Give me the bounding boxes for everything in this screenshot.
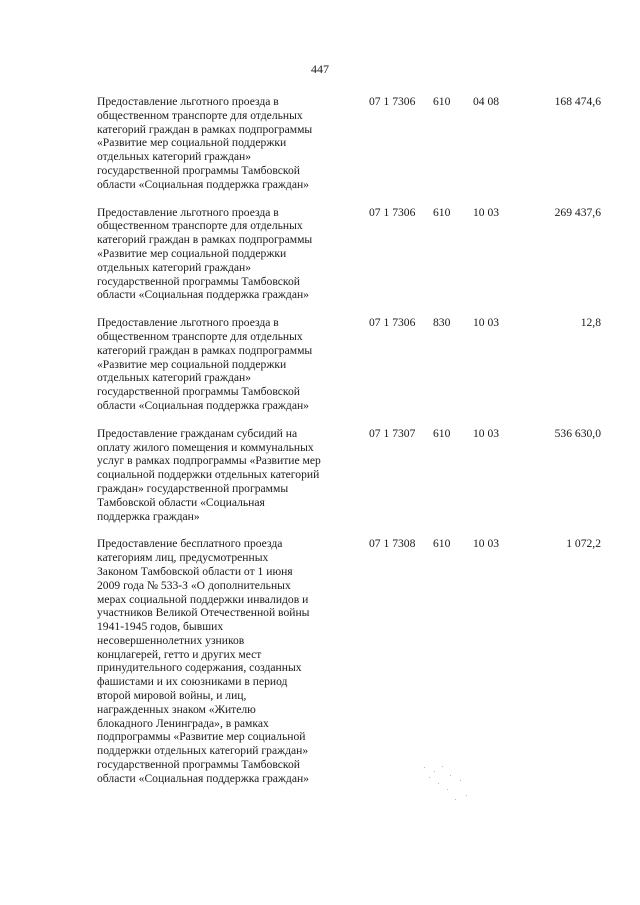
row-section: 04 08 <box>473 95 500 108</box>
row-target-code: 07 1 7306 <box>369 316 416 330</box>
row-description: Предоставление льготного проезда в общественном транспорте для отдельных категорий граждан в рамках подпрограммы «Развитие мер социальной поддержки отдельных категорий граждан» государственной программы Тамбовской области «Социальная поддержка граждан» <box>97 95 313 191</box>
row-amount: 269 437,6 <box>554 205 601 219</box>
row-amount: 168 474,6 <box>554 95 601 108</box>
row-target-code: 07 1 7307 <box>369 426 416 440</box>
row-expense-type: 610 <box>433 537 451 551</box>
page-number: 447 <box>311 62 329 76</box>
row-expense-type: 610 <box>433 426 451 440</box>
row-amount: 12,8 <box>580 316 601 330</box>
table-row <box>0 316 640 413</box>
row-target-code: 07 1 7308 <box>369 537 416 551</box>
budget-table <box>0 95 640 788</box>
table-row <box>0 427 640 524</box>
table-row <box>0 95 640 192</box>
row-expense-type: 610 <box>433 95 451 108</box>
row-description: Предоставление гражданам субсидий на оплату жилого помещения и коммунальных услуг в рамках подпрограммы «Развитие мер социальной поддержки отдельных категорий граждан» государственной программы Тамбовской области «Социальная поддержка граждан» <box>97 426 321 523</box>
table-row <box>0 206 640 303</box>
row-section: 10 03 <box>473 426 500 440</box>
row-section: 10 03 <box>473 316 500 330</box>
row-target-code: 07 1 7306 <box>369 95 416 108</box>
row-expense-type: 610 <box>433 205 451 219</box>
row-description: Предоставление льготного проезда в общественном транспорте для отдельных категорий граждан в рамках подпрограммы «Развитие мер социальной поддержки отдельных категорий граждан» государственной программы Тамбовской области «Социальная поддержка граждан» <box>97 316 313 412</box>
row-amount: 536 630,0 <box>554 426 601 440</box>
row-target-code: 07 1 7306 <box>369 205 416 219</box>
table-row <box>0 537 640 785</box>
row-description: Предоставление бесплатного проезда категориям лиц, предусмотренных Законом Тамбовской области от 1 июня 2009 года № 533-З «О дополнительных мерах социальной поддержки инвалидов и участников Великой Отечественной войны 1941-1945 годов, бывших несовершеннолетних узников концлагерей, гетто и других мест принудительного содержания, созданных фашистами и их союзниками в период второй мировой войны, и лиц, награжденных знаком «Жителю блокадного Ленинграда», в рамках подпрограммы «Развитие мер социальной поддержки отдельных категорий граждан» государственной программы Тамбовской области «Социальная поддержка граждан» <box>97 537 310 785</box>
row-section: 10 03 <box>473 205 500 219</box>
row-amount: 1 072,2 <box>566 537 601 551</box>
scan-noise <box>420 765 480 805</box>
row-section: 10 03 <box>473 537 500 551</box>
row-description: Предоставление льготного проезда в общественном транспорте для отдельных категорий граждан в рамках подпрограммы «Развитие мер социальной поддержки отдельных категорий граждан» государственной программы Тамбовской области «Социальная поддержка граждан» <box>97 205 313 302</box>
row-expense-type: 830 <box>433 316 451 330</box>
